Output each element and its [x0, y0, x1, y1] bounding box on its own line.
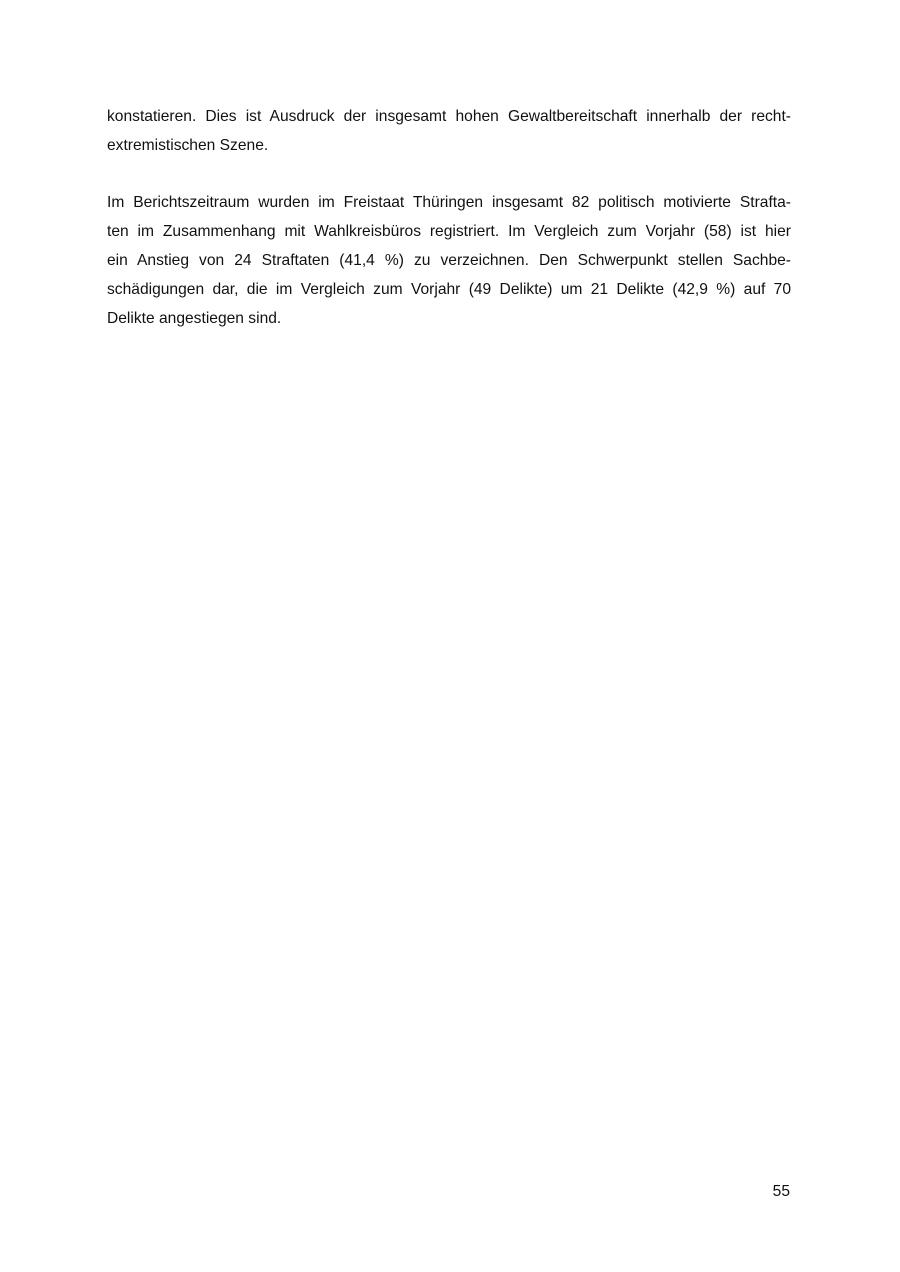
paragraph-line: schädigungen dar, die im Vergleich zum Vorjahr (49 Delikte) um 21 Delikte (42,9 %) auf 70: [107, 281, 791, 298]
paragraph-line: ten im Zusammenhang mit Wahlkreisbüros registriert. Im Vergleich zum Vorjahr (58) ist hier: [107, 223, 791, 240]
paragraph-line: konstatieren. Dies ist Ausdruck der insgesamt hohen Gewaltbereitschaft innerhalb der recht-: [107, 108, 791, 125]
page-number: 55: [772, 1183, 790, 1200]
paragraph-line: Im Berichtszeitraum wurden im Freistaat Thüringen insgesamt 82 politisch motivierte Strafta-: [107, 194, 791, 211]
paragraph-line: extremistischen Szene.: [107, 137, 269, 154]
paragraph-line: ein Anstieg von 24 Straftaten (41,4 %) zu verzeichnen. Den Schwerpunkt stellen Sachbe-: [107, 252, 791, 269]
paragraph-line: Delikte angestiegen sind.: [107, 310, 282, 327]
